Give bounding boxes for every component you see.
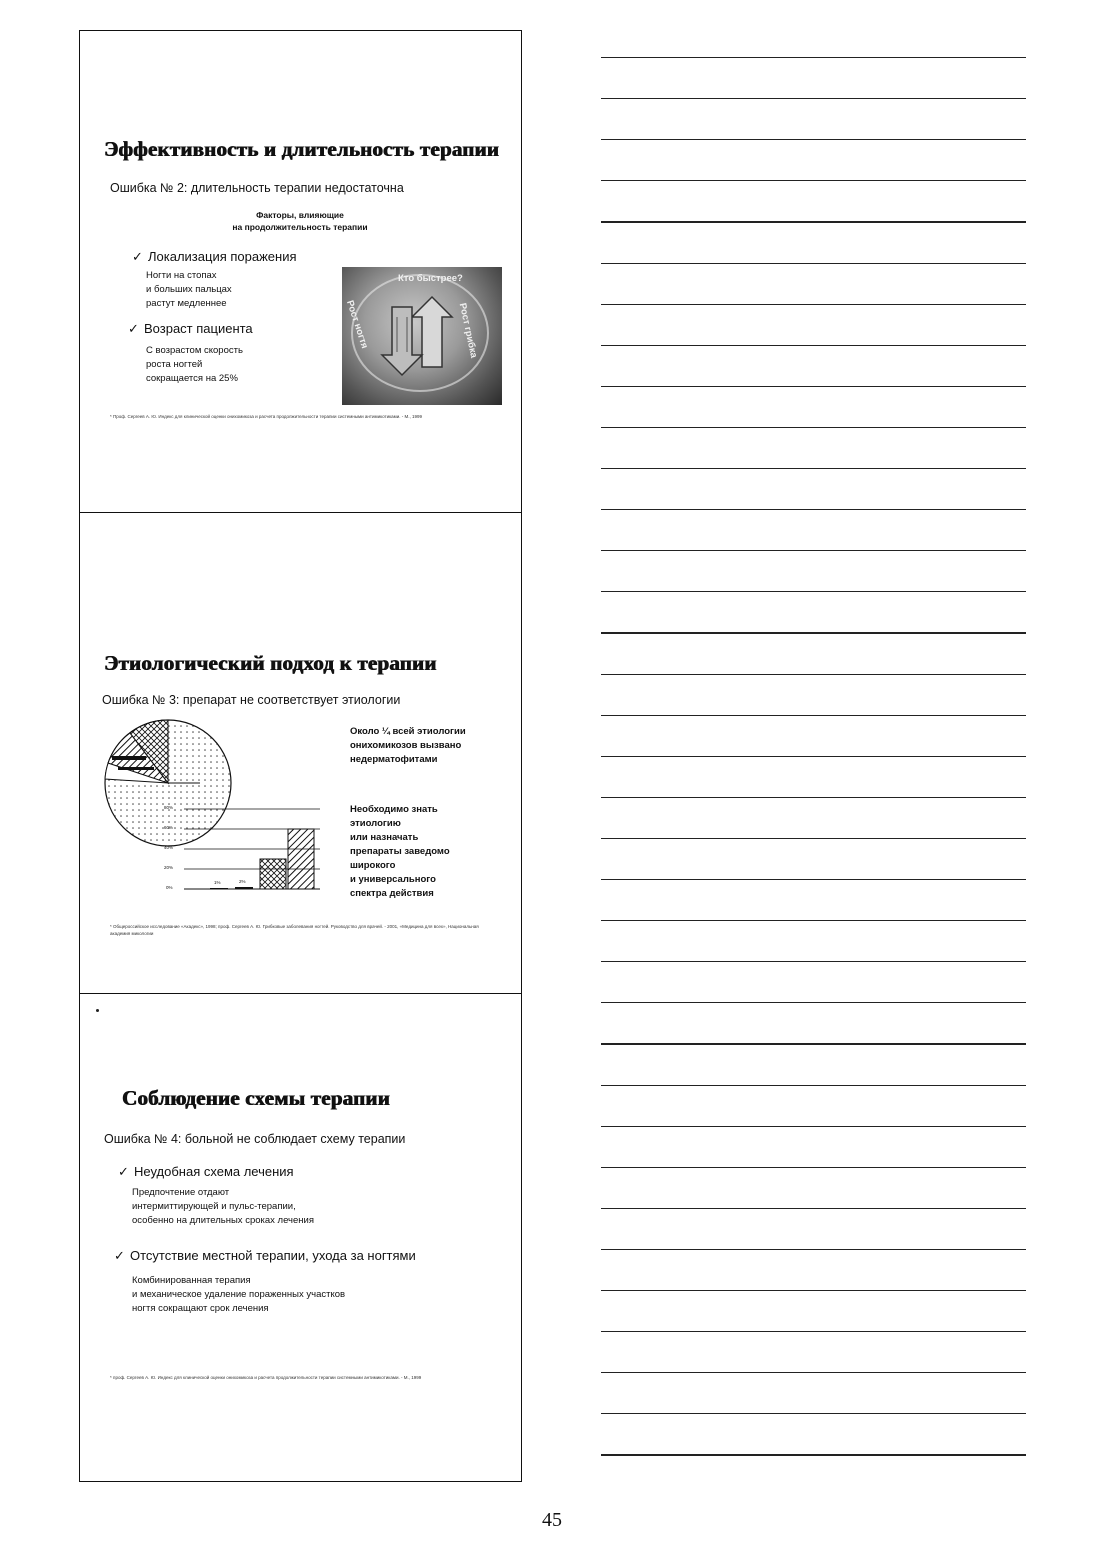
slide-1-footnote: * Проф. Сергеев А. Ю. Индекс для клинической оценки онихомикоза и расчета продолжительности терапии системными антимикотиками. - М., 1999	[110, 414, 423, 419]
slide-3-check-1-text: Предпочтение отдают интермиттирующей и пульс-терапии, особенно на длительных сроках лечения	[132, 1187, 314, 1226]
note-line	[601, 1085, 1026, 1086]
note-line	[601, 1290, 1026, 1291]
slide-3-check-1: ✓ Неудобная схема лечения	[118, 1164, 294, 1179]
note-line	[601, 591, 1026, 592]
note-line	[601, 920, 1026, 921]
note-line	[601, 1208, 1026, 1209]
note-line	[601, 632, 1026, 633]
note-line	[601, 263, 1026, 264]
note-line	[601, 57, 1026, 58]
bar-label-1: 1%	[214, 880, 221, 885]
nail-growth-photo	[342, 267, 502, 405]
slide-1-title: Эффективность и длительность терапии	[104, 137, 500, 161]
note-line	[601, 550, 1026, 551]
note-line	[601, 674, 1026, 675]
note-line	[601, 386, 1026, 387]
note-line	[601, 1126, 1026, 1127]
check-mark-icon: ✓	[118, 1164, 129, 1179]
check-mark-icon: ✓	[128, 321, 139, 336]
note-line	[601, 345, 1026, 346]
notes-lines	[601, 0, 1026, 1480]
slide-1	[80, 31, 521, 512]
page-number: 45	[542, 1509, 562, 1531]
axis-label-0: 0%	[166, 885, 173, 890]
slide-3-error: Ошибка № 4: больной не соблюдает схему терапии	[104, 1132, 406, 1146]
note-line	[601, 1002, 1026, 1003]
slide-3-check-2-text: Комбинированная терапия и механическое удаление пораженных участков ногтя сокращают срок лечения	[132, 1275, 346, 1314]
slide-1-check-2-text: С возрастом скорость роста ногтей сокращается на 25%	[146, 345, 243, 384]
note-line	[601, 879, 1026, 880]
slide-1-check-1-text: Ногти на стопах и больших пальцах растут медленнее	[146, 270, 232, 309]
note-line	[601, 221, 1026, 222]
slide-3-footnote: * проф. Сергеев А. Ю. Индекс для клинической оценки онихомикоза и расчета продолжительности терапии системными антимикотиками. - М., 1999	[110, 1375, 422, 1380]
slide-1-check-2: ✓ Возраст пациента	[128, 321, 253, 336]
axis-label-40: 40%	[164, 845, 174, 850]
check-mark-icon: ✓	[114, 1248, 125, 1263]
slide-3-check-2: ✓ Отсутствие местной терапии, ухода за ногтями	[114, 1248, 416, 1263]
note-line	[601, 180, 1026, 181]
slide-2-title: Этиологический подход к терапии	[104, 651, 437, 675]
note-line	[601, 1372, 1026, 1373]
slide-2-footnote: * Общероссийское исследование «Акадекс», 1998; проф. Сергеев А. Ю. Грибковые заболевания ногтей. Руководство для врачей. - 2001, «Медицина для всех», Национальная академия микологии	[110, 924, 479, 936]
note-line	[601, 1249, 1026, 1250]
note-line	[601, 139, 1026, 140]
slide-3	[80, 993, 521, 1483]
check-mark-icon: ✓	[132, 249, 143, 264]
note-line	[601, 797, 1026, 798]
axis-label-80: 80%	[164, 805, 174, 810]
note-line	[601, 961, 1026, 962]
slide-2	[80, 512, 521, 993]
bar-label-2: 2%	[239, 879, 246, 884]
note-line	[601, 1454, 1026, 1455]
note-line	[601, 1413, 1026, 1414]
slide-1-factors-heading: Факторы, влияющие на продолжительность терапии	[232, 210, 368, 232]
slides-column	[79, 30, 522, 1482]
note-line	[601, 1331, 1026, 1332]
slide-2-note-1: Около ¼ всей этиологии онихомикозов вызвано недерматофитами	[350, 726, 466, 765]
note-line	[601, 715, 1026, 716]
axis-label-60: 60%	[164, 825, 174, 830]
note-line	[601, 838, 1026, 839]
slide-2-note-2: Необходимо знать этиологию или назначать препараты заведомо широкого и универсального спектра действия	[350, 804, 450, 899]
photo-label-top: Кто быстрее?	[398, 273, 463, 284]
photo-label-left: Рост ногтя	[344, 299, 370, 350]
photo-label-right: Рост грибка	[456, 302, 480, 359]
slide-1-check-1: ✓ Локализация поражения	[132, 249, 297, 264]
axis-label-20: 20%	[164, 865, 174, 870]
note-line	[601, 1167, 1026, 1168]
note-line	[601, 468, 1026, 469]
note-line	[601, 756, 1026, 757]
note-line	[601, 509, 1026, 510]
note-line	[601, 1043, 1026, 1044]
slide-3-title: Соблюдение схемы терапии	[122, 1086, 390, 1110]
etiology-chart	[100, 711, 340, 901]
note-line	[601, 304, 1026, 305]
scan-speck	[96, 1009, 99, 1012]
note-line	[601, 98, 1026, 99]
slide-1-error: Ошибка № 2: длительность терапии недостаточна	[110, 181, 404, 195]
slide-2-error: Ошибка № 3: препарат не соответствует этиологии	[102, 693, 401, 707]
note-line	[601, 427, 1026, 428]
